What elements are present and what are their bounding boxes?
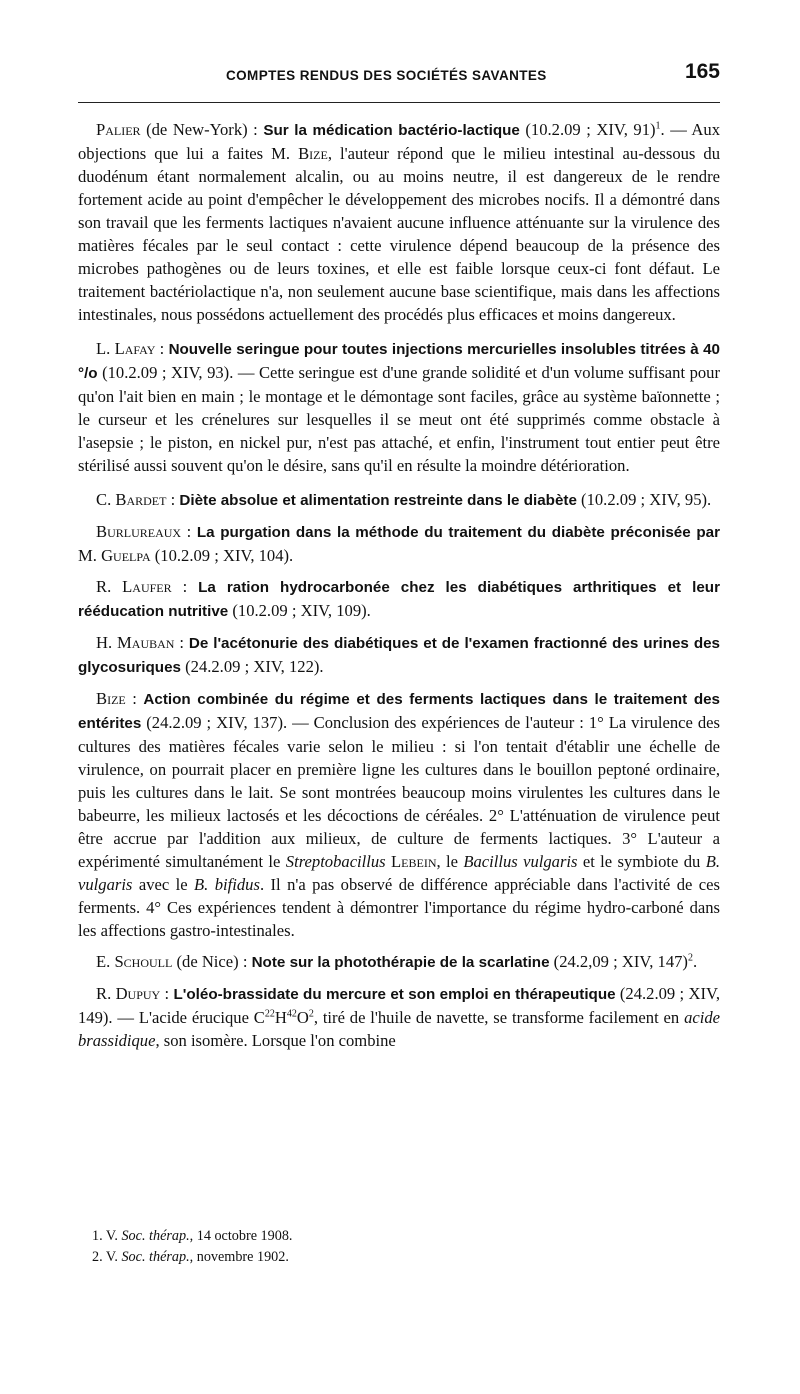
- footnote-mark: 2: [687, 952, 693, 964]
- entry-title: L'oléo-brassidate du mercure et son emploi en thérapeutique: [173, 986, 616, 1003]
- author-name: Mauban: [117, 633, 175, 652]
- author-name: Schoull: [114, 952, 173, 971]
- entry-summary: — L'acide érucique C: [112, 1008, 265, 1027]
- entry-burlureaux: Burlureaux : La purgation dans la méthode du traitement du diabète préconisée par M. Guelpa (10.2.09 ; XIV, 104).: [78, 522, 720, 565]
- author-name: Bize: [96, 689, 126, 708]
- entry-title: La ration hydrocarbonée chez les diabétiques arthritiques et leur rééducation nutritive: [78, 579, 720, 620]
- author-name: Palier: [96, 120, 141, 139]
- entry-reference: (10.2.09 ; XIV, 91): [519, 120, 656, 139]
- entry-reference: (10.2.09 ; XIV, 109).: [228, 601, 371, 620]
- author-name: Burlureaux: [96, 522, 182, 541]
- entry-title: La purgation dans la méthode du traitement du diabète préconisée par: [196, 524, 720, 541]
- entry-dupuy: R. Dupuy : L'oléo-brassidate du mercure et son emploi en thérapeutique (24.2.09 ; XIV, 149). — L'acide érucique $C^{22}H^{42}O^2$, tiré de l'huile de navette, se transforme facilement en acide brassidique, son isomère. Lorsque l'on combine: [78, 984, 720, 1050]
- footnotes: [78, 1226, 720, 1268]
- entry-title: Diète absolue et alimentation restreinte dans le diabète: [179, 492, 577, 509]
- author-name: Laufer: [122, 577, 172, 596]
- entry-title: De l'acétonurie des diabétiques et de l'examen fractionné des urines des glycosuriques: [78, 635, 720, 676]
- entry-title: Note sur la photothérapie de la scarlatine: [251, 954, 550, 971]
- entry-reference: (24.2.09 ; XIV, 137).: [141, 713, 288, 732]
- author-name: Lafay: [114, 339, 156, 358]
- header-rule: [78, 102, 720, 103]
- entry-reference: (10.2.09 ; XIV, 93).: [97, 363, 234, 382]
- body-text: [78, 118, 720, 1060]
- entry-reference: (10.2.09 ; XIV, 104).: [150, 546, 294, 565]
- author-name: Bardet: [115, 490, 167, 509]
- entry-reference: (24.2.09 ; XIV, 149).: [78, 984, 720, 1027]
- author-name: Dupuy: [115, 984, 161, 1003]
- entry-title: Nouvelle seringue pour toutes injections mercurielles insolubles titrées à 40 °/o: [78, 341, 720, 382]
- entry-summary: — Cette seringue est d'une grande solidité et d'un volume suffisant pour qu'on l'ait bien en main ; le montage et le démontage sont faciles, grâce au système baïonnette ; le curseur et les crénelures sur lesquelles il se meut ont été supprimés comme obstacle à l'asepsie ; le piston, en nickel pur, n'est pas attaché, et enfin, l'instrument tout entier peut être stérilisé aussi souvent qu'on le désire, sans qu'il en résulte la moindre détérioration.: [78, 363, 721, 475]
- entry-title: Sur la médication bactério-lactique: [263, 122, 520, 139]
- entry-reference: (10.2.09 ; XIV, 95).: [576, 490, 712, 509]
- entry-lafay: L. Lafay : Nouvelle seringue pour toutes injections mercurielles insolubles titrées à 40 °/o (10.2.09 ; XIV, 93). — Cette seringue est d'une grande solidité et d'un volume suffisant pour qu'on l'ait bien en main ; le montage et le démontage sont faciles, grâce au système baïonnette ; le curseur et les crénelures sur lesquelles il se meut ont été supprimés comme obstacle à l'asepsie ; le piston, en nickel pur, n'est pas attaché, et enfin, l'instrument tout entier peut être stérilisé aussi souvent qu'on le désire, sans qu'il en résulte la moindre détérioration.: [78, 339, 721, 475]
- running-title: COMPTES RENDUS DES SOCIÉTÉS SAVANTES: [226, 68, 547, 83]
- entry-palier: Palier (de New-York) : Sur la médication bactério-lactique (10.2.09 ; XIV, 91)$^1$. — Aux objections que lui a faites M. Bize, l'auteur répond que le milieu intestinal au-dessous du duodénum étant normalement alcalin, ou au moins neutre, il est dangereux de le rendre fortement acide au point d'empêcher le développement des microbes nocifs. Il a démontré dans son travail que les ferments lactiques n'avaient aucune influence atténuante sur la virulence des matières fécales par le seul contact : cette virulence dépend beaucoup de la présence des microbes pathogènes ou de leurs toxines, et elle est faible lorsque ceux-ci font défaut. Le traitement bactériolactique n'a, non seulement aucune base scientifique, mais dans les affections intestinales, nous possédons actuellement des procédés plus efficaces et moins dangereux.: [78, 120, 721, 324]
- entry-mauban: H. Mauban : De l'acétonurie des diabétiques et de l'examen fractionné des urines des glycosuriques (24.2.09 ; XIV, 122).: [78, 633, 720, 676]
- entry-reference: (24.2.09 ; XIV, 122).: [180, 657, 324, 676]
- entry-laufer: R. Laufer : La ration hydrocarbonée chez les diabétiques arthritiques et leur rééducation nutritive (10.2.09 ; XIV, 109).: [78, 577, 720, 620]
- entry-schoull: E. Schoull (de Nice) : Note sur la photothérapie de la scarlatine (24.2,09 ; XIV, 147)$^2$.: [96, 952, 698, 971]
- page-number: 165: [684, 60, 720, 83]
- footnote-2: 2. V. Soc. thérap., novembre 1902.: [92, 1249, 289, 1265]
- footnote-mark: 1: [655, 120, 661, 132]
- running-head: [78, 60, 720, 96]
- entry-summary: — Conclusion des expériences de l'auteur : 1° La virulence des cultures des matières fécales varie selon le milieu : si l'on tentait d'établir une échelle de virulence, on pourrait placer en première ligne les cultures dans le bouillon peptoné ordinaire, puis les cultures dans le lait. Se sont montrées beaucoup moins virulentes les cultures dans le babeurre, les milieux lactosés et les décoctions de céréales. 2° L'atténuation de virulence peut être accrue par l'addition aux milieux, de culture de ferments lactiques. 3° L'auteur a expérimenté simultanément le: [78, 713, 720, 871]
- footnote-1: 1. V. Soc. thérap., 14 octobre 1908.: [92, 1228, 293, 1244]
- entry-reference: (24.2,09 ; XIV, 147): [549, 952, 688, 971]
- entry-bize: Bize : Action combinée du régime et des ferments lactiques dans le traitement des entérites (24.2.09 ; XIV, 137). — Conclusion des expériences de l'auteur : 1° La virulence des cultures des matières fécales varie selon le milieu : si l'on tentait d'établir une échelle de virulence, on pourrait placer en première ligne les cultures dans le bouillon peptoné ordinaire, puis les cultures dans le lait. Se sont montrées beaucoup moins virulentes les cultures dans le babeurre, les milieux lactosés et les décoctions de céréales. 2° L'atténuation de virulence peut être accrue par l'addition aux milieux, de culture de ferments lactiques. 3° L'auteur a expérimenté simultanément le Streptobacillus Lebein, le Bacillus vulgaris et le symbiote du B. vulgaris avec le B. bifidus. Il n'a pas observé de différence appréciable dans l'activité de ces ferments. 4° Ces expériences tendent à démontrer l'importance du régime hydro-carboné dans les affections gastro-intestinales.: [78, 689, 720, 940]
- entry-title: Action combinée du régime et des ferments lactiques dans le traitement des entérites: [78, 691, 720, 732]
- entry-bardet: C. Bardet : Diète absolue et alimentation restreinte dans le diabète (10.2.09 ; XIV, 95).: [96, 490, 712, 509]
- entry-summary: , l'auteur répond que le milieu intestinal au-dessous du duodénum étant normalement alcalin, ou au moins neutre, il est dangereux de le rendre fortement acide au point d'empêcher le développement des microbes nocifs. Il a démontré dans son travail que les ferments lactiques n'avaient aucune influence atténuante sur la virulence des matières fécales par le seul contact : cette virulence dépend beaucoup de la présence des microbes pathogènes ou de leurs toxines, et elle est faible lorsque ceux-ci font défaut. Le traitement bactériolactique n'a, non seulement aucune base scientifique, mais dans les affections intestinales, nous possédons actuellement des procédés plus efficaces et moins dangereux.: [78, 144, 720, 324]
